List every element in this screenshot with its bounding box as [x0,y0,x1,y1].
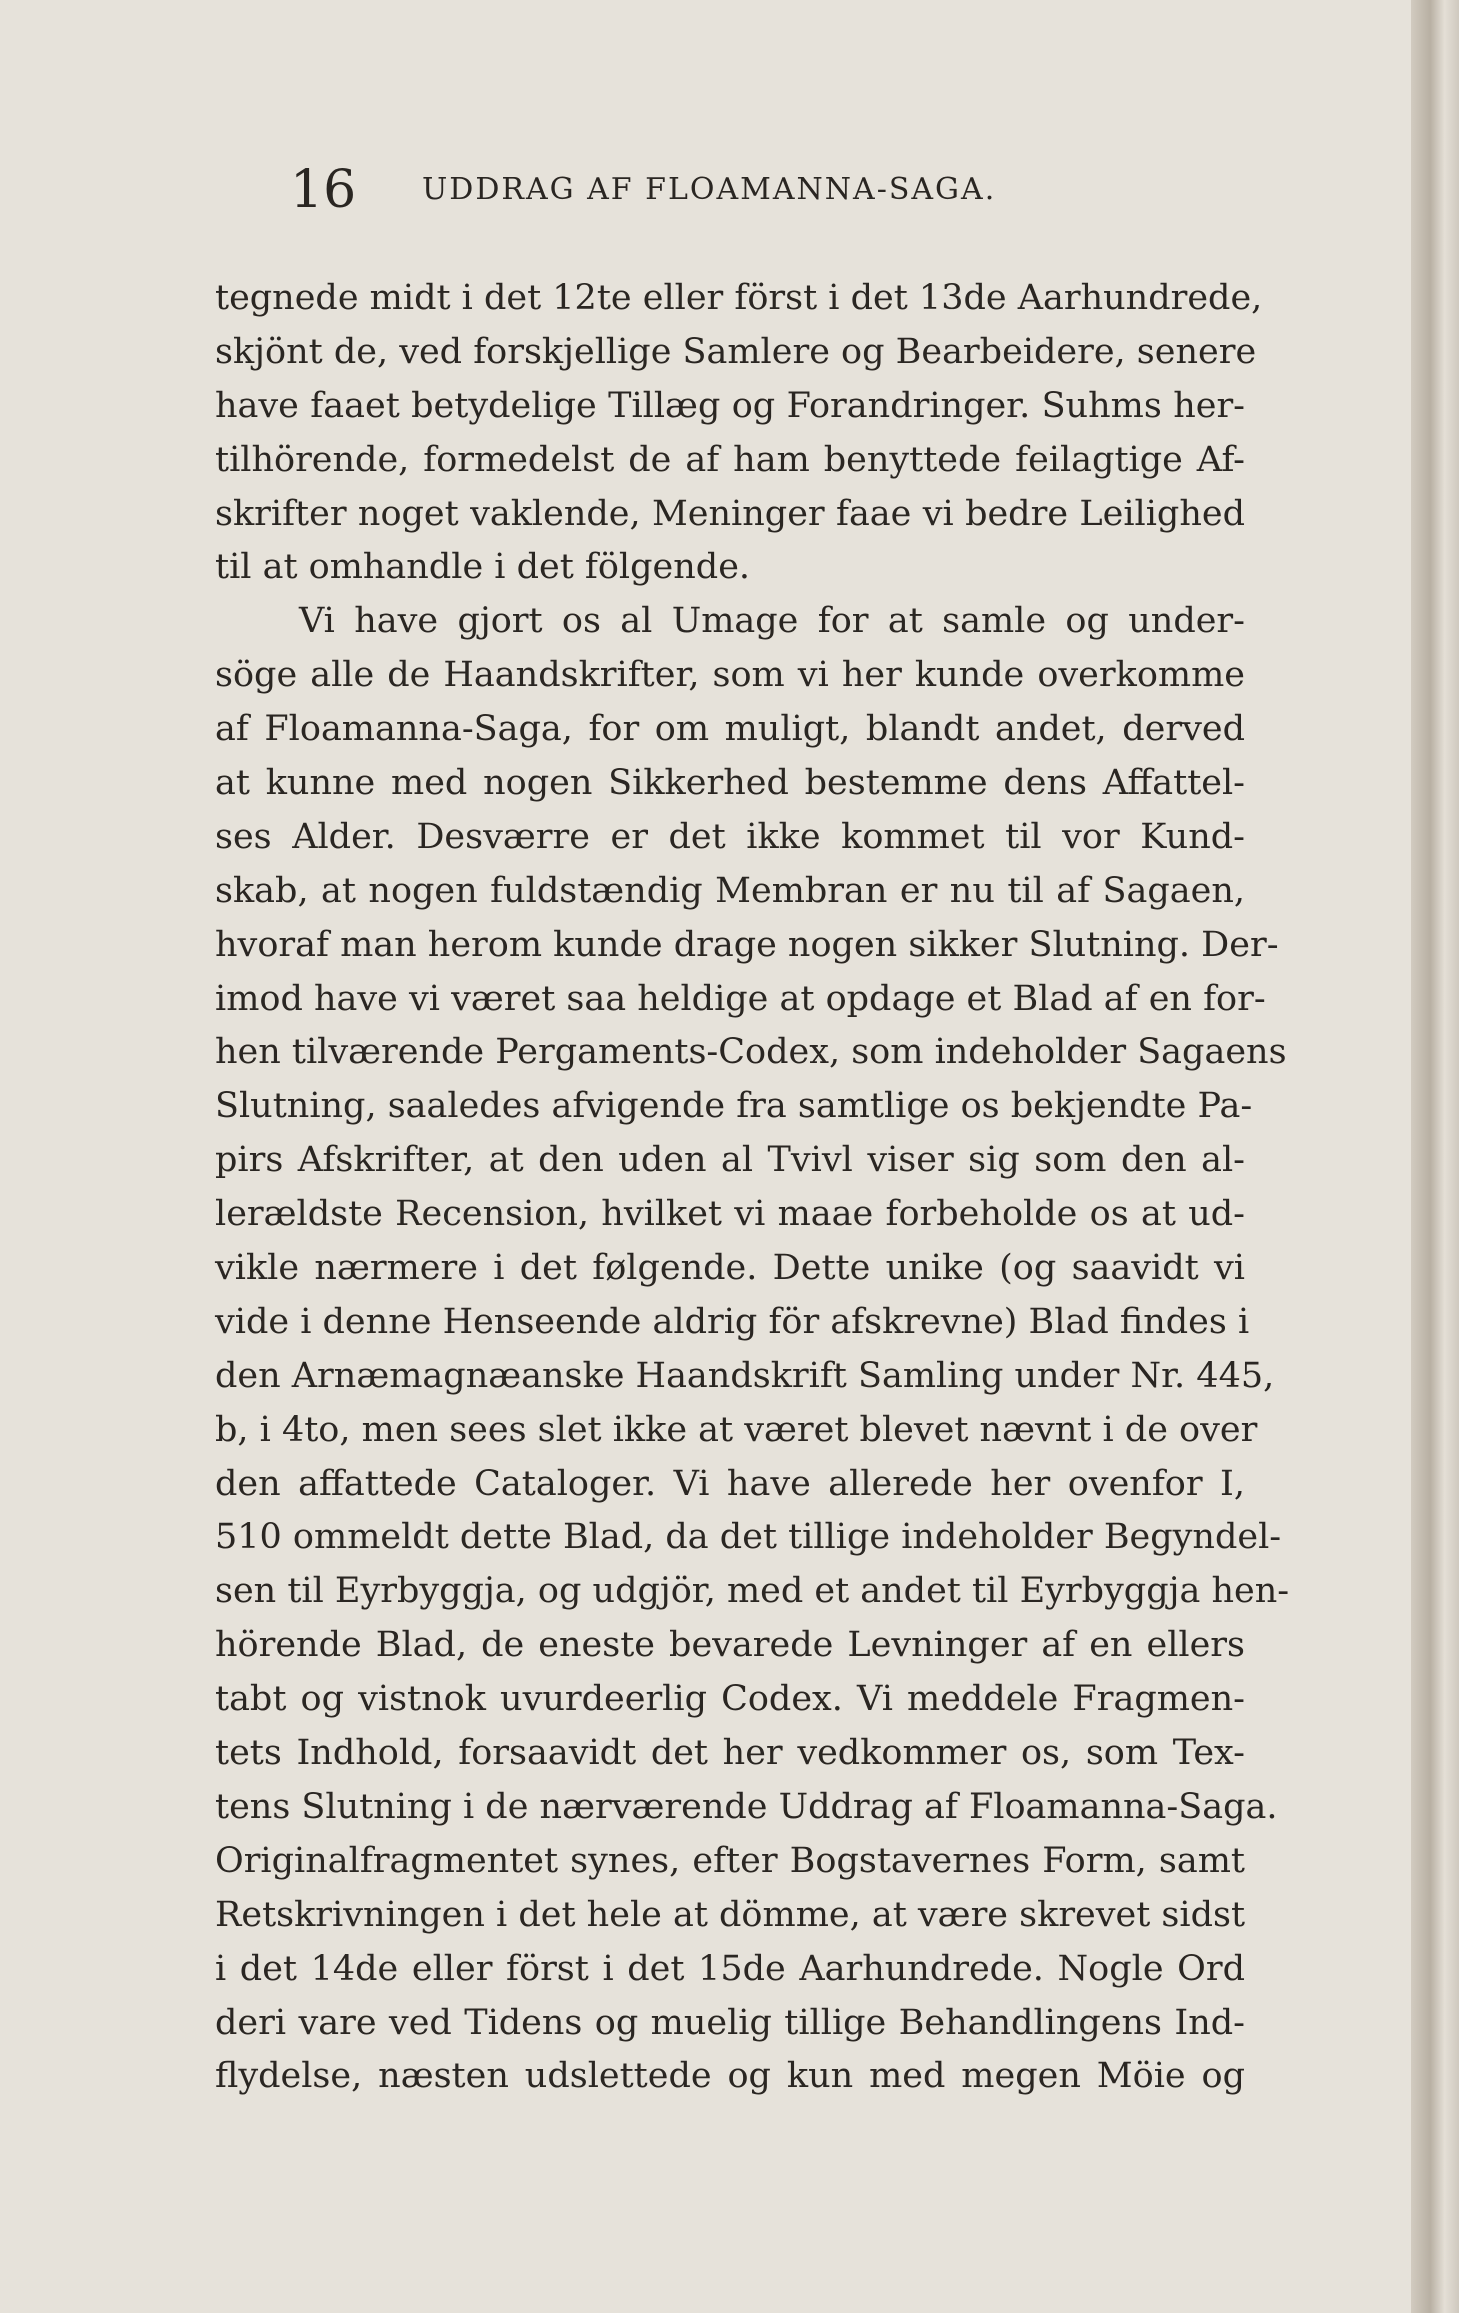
text-line: hörende Blad, de eneste bevarede Levninger af en ellers [215,1625,1245,1666]
text-line: af Floamanna-Saga, for om muligt, blandt andet, derved [215,709,1245,750]
text-line: skjönt de, ved forskjellige Samlere og Bearbeidere, senere [215,331,1257,372]
text-line: vide i denne Henseende aldrig för afskrevne) Blad findes i [215,1301,1250,1342]
text-line: have faaet betydelige Tillæg og Forandringer. Suhms her- [215,385,1245,426]
text-line: 510 ommeldt dette Blad, da det tillige indeholder Begyndel- [215,1517,1282,1558]
text-line: at kunne med nogen Sikkerhed bestemme dens Affattel- [215,763,1245,804]
text-line: hvoraf man herom kunde drage nogen sikker Slutning. Der- [215,924,1279,965]
text-line: b, i 4to, men sees slet ikke at været blevet nævnt i de over [215,1409,1258,1450]
running-title: UDDRAG AF FLOAMANNA-SAGA. [422,172,997,207]
text-line: söge alle de Haandskrifter, som vi her kunde overkomme [215,655,1245,696]
text-line: vikle nærmere i det følgende. Dette unike (og saavidt vi [215,1248,1245,1289]
text-line: tens Slutning i de nærværende Uddrag af Floamanna-Saga. [215,1786,1278,1827]
text-line: tets Indhold, forsaavidt det her vedkommer os, som Tex- [215,1733,1245,1774]
text-line: den Arnæmagnæanske Haandskrift Samling under Nr. 445, [215,1355,1275,1396]
text-line: Vi have gjort os al Umage for at samle og under- [299,601,1245,642]
text-line: skrifter noget vaklende, Meninger faae vi bedre Leilighed [215,493,1245,534]
text-line: den affattede Cataloger. Vi have allerede her ovenfor I, [215,1463,1245,1504]
text-line: Originalfragmentet synes, efter Bogstavernes Form, samt [215,1840,1245,1881]
body-text [215,272,1290,2104]
book-spine-shadow [1411,0,1459,2313]
text-line: pirs Afskrifter, at den uden al Tvivl viser sig som den al- [215,1140,1245,1181]
text-line: deri vare ved Tidens og muelig tillige Behandlingens Ind- [215,2002,1245,2043]
text-line: skab, at nogen fuldstændig Membran er nu til af Sagaen, [215,870,1245,911]
text-line: tegnede midt i det 12te eller först i det 13de Aarhundrede, [215,278,1263,318]
text-line: Slutning, saaledes afvigende fra samtlige os bekjendte Pa- [215,1086,1253,1127]
page-number: 16 [290,160,357,220]
text-line: tabt og vistnok uvurdeerlig Codex. Vi meddele Fragmen- [215,1679,1245,1720]
text-line: sen til Eyrbyggja, og udgjör, med et andet til Eyrbyggja hen- [215,1571,1290,1612]
page-header [290,160,1290,220]
text-line: til at omhandle i det fölgende. [215,547,751,588]
text-line: Retskrivningen i det hele at dömme, at være skrevet sidst [215,1894,1246,1935]
text-line: hen tilværende Pergaments-Codex, som indeholder Sagaens [215,1032,1287,1073]
text-line: i det 14de eller först i det 15de Aarhundrede. Nogle Ord [215,1948,1245,1989]
text-line: lerældste Recension, hvilket vi maae forbeholde os at ud- [215,1194,1245,1235]
text-line: flydelse, næsten udslettede og kun med megen Möie og [215,2056,1245,2097]
text-line: tilhörende, formedelst de af ham benyttede feilagtige Af- [215,439,1245,480]
text-line: imod have vi været saa heldige at opdage et Blad af en for- [215,978,1266,1019]
text-line: ses Alder. Desværre er det ikke kommet til vor Kund- [215,816,1245,857]
